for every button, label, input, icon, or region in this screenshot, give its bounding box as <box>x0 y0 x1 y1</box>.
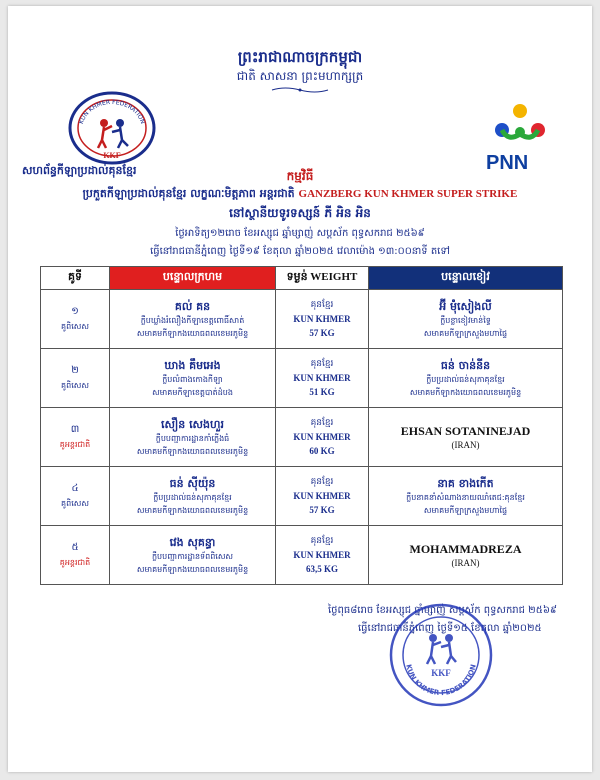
red-fighter-club: ក្លឹបបញ្ជាការដ្ឋានកាំភ្លើងធំ <box>155 433 230 443</box>
document-page <box>8 6 592 772</box>
bout-category: គូពិសេស <box>61 322 89 331</box>
event-title-en: GANZBERG KUN KHMER SUPER STRIKE <box>298 188 518 200</box>
header-red-corner: បន្ទោលក្រហម <box>110 267 276 290</box>
red-fighter-cell <box>110 526 276 585</box>
bout-number-cell <box>41 526 110 585</box>
event-title <box>8 187 592 203</box>
weight-style: KUN KHMER <box>293 431 351 442</box>
weight-value: 57 KG <box>309 327 335 338</box>
federation-label: សហព័ន្ធកីឡាប្រដាល់គុនខ្មែរ <box>22 164 137 177</box>
bout-number-cell <box>41 408 110 467</box>
red-fighter-club: ក្លឹបលំពាងកោងកីឡា <box>162 374 223 384</box>
blue-fighter-country: (IRAN) <box>451 439 480 450</box>
weight-value: 63,5 KG <box>305 563 338 574</box>
red-fighter-name: សឿន សេងហួរ <box>161 417 224 431</box>
bout-number: ៣ <box>70 424 80 435</box>
blue-fighter-association: សមាគមកីឡាក្រសួងមហាផ្ទៃ <box>423 328 508 338</box>
seal-ring-text: KUN KHMER FEDERATION <box>404 663 478 698</box>
motto-heading: ជាតិ សាសនា ព្រះមហាក្សត្រ <box>236 69 364 83</box>
kkf-logo <box>66 90 158 166</box>
bout-category: គូពិសេស <box>61 499 89 508</box>
red-fighter-association: សមាគមកីឡាខេត្តបាត់ដំបង <box>152 387 233 397</box>
weight-style-kh: គុនខ្មែរ <box>310 535 334 546</box>
bout-number-cell <box>41 467 110 526</box>
weight-cell <box>276 349 369 408</box>
event-date-lunar: ថ្ងៃអាទិត្យ១២រោច ខែអស្សុជ ឆ្នាំម្សាញ់ សប្តស័ក ពុទ្ធសករាជ ២៥៦៩ <box>175 228 425 239</box>
blue-fighter-club: ក្លឹបនាគនាំសំណាងនាយឈាំតេជ:គុនខ្មែរ <box>406 492 525 502</box>
red-fighter-name: ឃាង គឹមអេង <box>164 358 221 372</box>
weight-style-kh: គុនខ្មែរ <box>310 358 334 369</box>
red-fighter-club: ក្លឹបបញ្ជាការដ្ឋានទ័ពពិសេស <box>151 551 234 561</box>
weight-value: 57 KG <box>309 504 335 515</box>
blue-fighter-cell <box>369 349 563 408</box>
red-fighter-cell <box>110 290 276 349</box>
red-fighter-cell <box>110 408 276 467</box>
bout-category: គូពិសេស <box>61 381 89 390</box>
bout-number: ៥ <box>71 542 79 553</box>
event-title-kh: ប្រកួតកីឡាប្រដាល់គុនខ្មែរ លក្ខណៈមិត្តភាព អន្តរជាតិ <box>82 187 295 200</box>
weight-style: KUN KHMER <box>293 372 351 383</box>
red-fighter-cell <box>110 467 276 526</box>
weight-value: 60 KG <box>309 445 335 456</box>
table-row <box>41 408 563 467</box>
pnn-logo-text: PNN <box>486 152 529 174</box>
red-fighter-association: សមាគមកីឡាកងយោធពលខេមរភូមិន្ទ <box>136 328 249 338</box>
blue-fighter-name: នាគ ខាងកើត <box>437 476 494 490</box>
red-fighter-name: ធន់ ស៊ីយ៉ុន <box>169 476 216 490</box>
red-fighter-name: វេង សុគន្ធា <box>169 535 216 549</box>
blue-fighter-association: សមាគមកីឡាក្រសួងមហាផ្ទៃ <box>423 505 508 515</box>
kkf-ring-text: KUN KHMER FEDERATION <box>77 98 147 125</box>
weight-cell <box>276 526 369 585</box>
pnn-logo-dots <box>488 102 552 146</box>
event-date-time: ធ្វើនៅរាជធានីភ្នំពេញ ថ្ងៃទី១៩ ខែតុលា ឆ្នាំ២០២៥ វេលាម៉ោង ១៣:០០នាទី តទៅ <box>150 246 450 257</box>
red-fighter-club: ក្លឹបប្រដាល់ធន់សុភាគុនខ្មែរ <box>153 492 232 502</box>
table-row <box>41 467 563 526</box>
blue-fighter-country: (IRAN) <box>451 557 480 568</box>
seal-text: KKF <box>431 668 451 678</box>
event-venue: នៅស្ថានីយទូរទស្សន៍ ភី អិន អិន <box>229 206 371 220</box>
bout-number: ២ <box>71 365 79 376</box>
blue-fighter-name: MOHAMMADREZA <box>409 541 522 556</box>
weight-style-kh: គុនខ្មែរ <box>310 417 334 428</box>
weight-value: 51 KG <box>309 386 335 397</box>
kkf-logo-text: KKF <box>103 151 121 160</box>
table-row <box>41 526 563 585</box>
weight-style: KUN KHMER <box>293 490 351 501</box>
blue-fighter-cell <box>369 526 563 585</box>
blue-fighter-cell <box>369 467 563 526</box>
bout-number-cell <box>41 349 110 408</box>
kingdom-heading: ព្រះរាជាណាចក្រកម្ពុជា <box>237 48 363 66</box>
table-header-row <box>41 267 563 290</box>
blue-fighter-club: ក្លឹបខ្លាខៀវមាន់ទ្វៃ <box>440 315 491 325</box>
weight-style: KUN KHMER <box>293 313 351 324</box>
blue-fighter-name: អ៊ី ម៉ុំសៀងលី <box>439 299 492 313</box>
red-fighter-association: សមាគមកីឡាកងយោធពលខេមរភូមិន្ទ <box>136 446 249 456</box>
table-row <box>41 349 563 408</box>
table-row <box>41 290 563 349</box>
weight-cell <box>276 290 369 349</box>
weight-cell <box>276 467 369 526</box>
blue-fighter-cell <box>369 408 563 467</box>
blue-fighter-club: ក្លឹបប្រដាល់ធន់សុភាគុនខ្មែរ <box>426 374 505 384</box>
weight-cell <box>276 408 369 467</box>
footer-date-place: ធ្វើនៅរាជធានីភ្នំពេញ ថ្ងៃទី១៥ ខែតុលា ឆ្នាំ២០២៥ <box>358 623 542 634</box>
bout-number: ៤ <box>71 483 79 494</box>
footer-date-lunar: ថ្ងៃពុធ៨រោច ខែអស្សុជ ឆ្នាំម្សាញ់ សប្តស័ក ពុទ្ធសករាជ ២៥៦៩ <box>328 605 557 616</box>
red-fighter-cell <box>110 349 276 408</box>
red-fighter-name: គល់ គន <box>174 299 211 313</box>
weight-style-kh: គុនខ្មែរ <box>310 299 334 310</box>
header-bout-no: គូទី <box>41 267 110 290</box>
bout-number: ១ <box>71 306 79 317</box>
blue-fighter-name: ធន់ ចាន់នីន <box>440 358 491 372</box>
red-fighter-association: សមាគមកីឡាកងយោធពលខេមរភូមិន្ទ <box>136 505 249 515</box>
weight-style: KUN KHMER <box>293 549 351 560</box>
bout-category: គូអន្តរជាតិ <box>59 440 91 449</box>
blue-fighter-association: សមាគមកីឡាកងយោធពលខេមរភូមិន្ទ <box>409 387 522 397</box>
red-fighter-club: ក្លឹបឃ្លាំងរំលឿងកីឡាខេត្តពោធិ៍សាត់ <box>140 315 245 325</box>
header-blue-corner: បន្ទោលខៀវ <box>369 267 563 290</box>
blue-fighter-cell <box>369 290 563 349</box>
header-weight: ទម្ងន់ WEIGHT <box>276 267 369 290</box>
bout-category: គូអន្តរជាតិ <box>59 558 91 567</box>
weight-style-kh: គុនខ្មែរ <box>310 476 334 487</box>
bout-table <box>40 266 563 585</box>
ornament-divider-icon <box>270 86 330 94</box>
blue-fighter-name: EHSAN SOTANINEJAD <box>400 423 531 438</box>
bout-number-cell <box>41 290 110 349</box>
program-label: កម្មវិធី <box>286 169 314 183</box>
red-fighter-association: សមាគមកីឡាកងយោធពលខេមរភូមិន្ទ <box>136 564 249 574</box>
kkf-seal-stamp <box>388 602 494 708</box>
